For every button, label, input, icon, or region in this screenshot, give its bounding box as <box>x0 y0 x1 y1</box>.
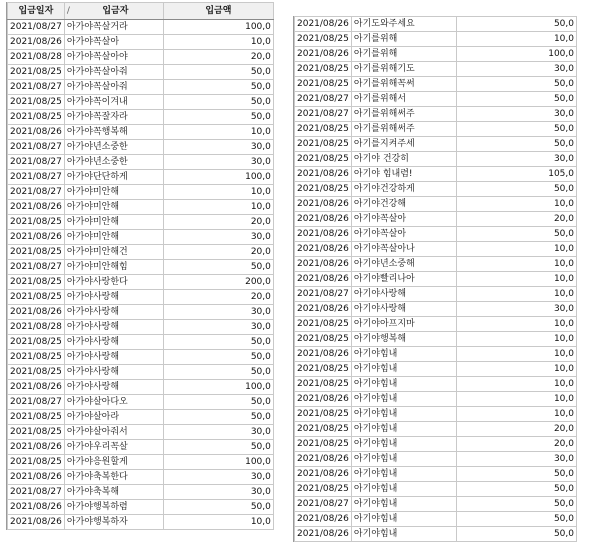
deposit-amount-cell[interactable]: 10,0 <box>457 362 577 377</box>
table-row[interactable] <box>295 122 577 137</box>
deposit-date-cell[interactable]: 2021/08/27 <box>295 497 352 512</box>
table-row[interactable] <box>295 377 577 392</box>
deposit-date-cell[interactable]: 2021/08/26 <box>295 197 352 212</box>
table-row[interactable] <box>295 182 577 197</box>
table-row[interactable] <box>295 257 577 272</box>
deposit-amount-cell[interactable]: 10,0 <box>163 185 273 200</box>
depositor-name-cell[interactable]: 아가야사랑해 <box>64 290 163 305</box>
depositor-name-cell[interactable]: 아가야꼭행복해 <box>64 125 163 140</box>
deposit-amount-cell[interactable]: 50,0 <box>457 77 577 92</box>
deposit-date-cell[interactable]: 2021/08/26 <box>295 347 352 362</box>
table-row[interactable] <box>8 155 274 170</box>
depositor-name-cell[interactable]: 아기를위해서 <box>351 92 456 107</box>
deposit-amount-cell[interactable]: 30,0 <box>163 140 273 155</box>
depositor-name-cell[interactable]: 아가야년소중한 <box>64 155 163 170</box>
table-row[interactable] <box>295 302 577 317</box>
deposit-date-cell[interactable]: 2021/08/25 <box>8 65 65 80</box>
depositor-name-cell[interactable]: 아기야힘내 <box>351 407 456 422</box>
sort-indicator: / <box>66 6 70 16</box>
depositor-name-cell[interactable]: 아기를위해 <box>351 47 456 62</box>
depositor-name-cell[interactable]: 아가야사랑한다 <box>64 275 163 290</box>
depositor-name-cell[interactable]: 아기야힘내 <box>351 377 456 392</box>
column-header-name[interactable] <box>64 3 163 20</box>
deposit-amount-cell[interactable]: 10,0 <box>163 515 273 530</box>
deposit-date-cell[interactable]: 2021/08/25 <box>295 137 352 152</box>
right-deposit-sheet <box>293 16 577 542</box>
depositor-name-cell[interactable]: 아기를위해써주 <box>351 122 456 137</box>
table-row[interactable] <box>8 125 274 140</box>
depositor-name-cell[interactable]: 아가야사랑해 <box>64 320 163 335</box>
table-row[interactable] <box>295 152 577 167</box>
deposit-date-cell[interactable]: 2021/08/28 <box>8 50 65 65</box>
deposit-date-cell[interactable]: 2021/08/26 <box>295 167 352 182</box>
depositor-name-cell[interactable]: 아가야사랑해 <box>64 305 163 320</box>
depositor-name-cell[interactable]: 아기야힘내 <box>351 512 456 527</box>
deposit-amount-cell[interactable]: 50,0 <box>163 440 273 455</box>
depositor-name-cell[interactable]: 아기야꼭살아나 <box>351 242 456 257</box>
table-row[interactable] <box>295 287 577 302</box>
deposit-amount-cell[interactable]: 10,0 <box>457 377 577 392</box>
deposit-date-cell[interactable]: 2021/08/25 <box>295 62 352 77</box>
depositor-name-cell[interactable]: 아가야살아다오 <box>64 395 163 410</box>
table-row[interactable] <box>8 50 274 65</box>
deposit-date-cell[interactable]: 2021/08/25 <box>295 377 352 392</box>
deposit-amount-cell[interactable]: 10,0 <box>457 272 577 287</box>
deposit-amount-cell[interactable]: 20,0 <box>457 422 577 437</box>
depositor-name-cell[interactable]: 아가야미안해 <box>64 200 163 215</box>
deposit-date-cell[interactable]: 2021/08/27 <box>8 185 65 200</box>
deposit-amount-cell[interactable]: 50,0 <box>163 80 273 95</box>
table-row[interactable] <box>8 455 274 470</box>
deposit-date-cell[interactable]: 2021/08/27 <box>8 140 65 155</box>
deposit-amount-cell[interactable]: 50,0 <box>163 335 273 350</box>
depositor-name-cell[interactable]: 아기를지켜주세 <box>351 137 456 152</box>
depositor-name-cell[interactable]: 아기야힘내 <box>351 467 456 482</box>
table-row[interactable] <box>8 440 274 455</box>
table-row[interactable] <box>8 290 274 305</box>
deposit-date-cell[interactable]: 2021/08/25 <box>295 422 352 437</box>
depositor-name-cell[interactable]: 아가야꼭살아 <box>64 35 163 50</box>
depositor-name-cell[interactable]: 아기도와주세요 <box>351 17 456 32</box>
table-row[interactable] <box>295 437 577 452</box>
depositor-name-cell[interactable]: 아기야사랑해 <box>351 287 456 302</box>
deposit-date-cell[interactable]: 2021/08/26 <box>295 467 352 482</box>
deposit-date-cell[interactable]: 2021/08/26 <box>8 515 65 530</box>
depositor-name-cell[interactable]: 아가야꼭살아줘 <box>64 65 163 80</box>
deposit-amount-cell[interactable]: 50,0 <box>163 95 273 110</box>
deposit-amount-cell[interactable]: 50,0 <box>457 137 577 152</box>
table-row[interactable] <box>8 245 274 260</box>
deposit-date-cell[interactable]: 2021/08/26 <box>295 527 352 542</box>
table-row[interactable] <box>8 260 274 275</box>
depositor-name-cell[interactable]: 아가야행복하렴 <box>64 500 163 515</box>
depositor-name-cell[interactable]: 아기야힘내 <box>351 452 456 467</box>
table-row[interactable] <box>8 500 274 515</box>
depositor-name-cell[interactable]: 아기를위해 <box>351 32 456 47</box>
depositor-name-cell[interactable]: 아가야사랑해 <box>64 365 163 380</box>
table-row[interactable] <box>295 362 577 377</box>
depositor-name-cell[interactable]: 아가야미안해 <box>64 215 163 230</box>
deposit-date-cell[interactable]: 2021/08/25 <box>8 290 65 305</box>
table-row[interactable] <box>295 32 577 47</box>
depositor-name-cell[interactable]: 아가야축복해 <box>64 485 163 500</box>
deposit-date-cell[interactable]: 2021/08/27 <box>295 92 352 107</box>
deposit-date-cell[interactable]: 2021/08/25 <box>295 182 352 197</box>
table-row[interactable] <box>8 350 274 365</box>
deposit-amount-cell[interactable]: 10,0 <box>163 125 273 140</box>
deposit-amount-cell[interactable]: 105,0 <box>457 167 577 182</box>
depositor-name-cell[interactable]: 아기야힘내 <box>351 482 456 497</box>
depositor-name-cell[interactable]: 아가야응원할게 <box>64 455 163 470</box>
deposit-amount-cell[interactable]: 50,0 <box>163 260 273 275</box>
deposit-amount-cell[interactable]: 100,0 <box>163 170 273 185</box>
deposit-date-cell[interactable]: 2021/08/27 <box>8 170 65 185</box>
deposit-amount-cell[interactable]: 30,0 <box>163 320 273 335</box>
deposit-amount-cell[interactable]: 50,0 <box>163 65 273 80</box>
depositor-name-cell[interactable]: 아가야미안해 <box>64 185 163 200</box>
deposit-amount-cell[interactable]: 50,0 <box>457 182 577 197</box>
deposit-date-cell[interactable]: 2021/08/26 <box>295 392 352 407</box>
depositor-name-cell[interactable]: 아가야미안해 <box>64 230 163 245</box>
depositor-name-cell[interactable]: 아기야힘내 <box>351 362 456 377</box>
deposit-date-cell[interactable]: 2021/08/25 <box>8 455 65 470</box>
deposit-amount-cell[interactable]: 30,0 <box>457 452 577 467</box>
deposit-amount-cell[interactable]: 10,0 <box>457 317 577 332</box>
depositor-name-cell[interactable]: 아가야살아라 <box>64 410 163 425</box>
deposit-date-cell[interactable]: 2021/08/27 <box>8 485 65 500</box>
table-row[interactable] <box>8 395 274 410</box>
deposit-amount-cell[interactable]: 20,0 <box>457 212 577 227</box>
table-row[interactable] <box>8 230 274 245</box>
deposit-date-cell[interactable]: 2021/08/26 <box>8 380 65 395</box>
depositor-name-cell[interactable]: 아가야사랑해 <box>64 335 163 350</box>
deposit-date-cell[interactable]: 2021/08/26 <box>295 512 352 527</box>
deposit-amount-cell[interactable]: 100,0 <box>457 47 577 62</box>
depositor-name-cell[interactable]: 아가야꼭살거라 <box>64 20 163 35</box>
deposit-date-cell[interactable]: 2021/08/25 <box>295 317 352 332</box>
deposit-date-cell[interactable]: 2021/08/27 <box>8 395 65 410</box>
deposit-date-cell[interactable]: 2021/08/26 <box>8 470 65 485</box>
depositor-name-cell[interactable]: 아기야꼭살아 <box>351 227 456 242</box>
depositor-name-cell[interactable]: 아기야사랑해 <box>351 302 456 317</box>
deposit-amount-cell[interactable]: 20,0 <box>163 215 273 230</box>
deposit-amount-cell[interactable]: 50,0 <box>457 17 577 32</box>
deposit-amount-cell[interactable]: 30,0 <box>457 62 577 77</box>
deposit-date-cell[interactable]: 2021/08/27 <box>8 80 65 95</box>
deposit-amount-cell[interactable]: 10,0 <box>457 332 577 347</box>
right-table-body <box>295 17 577 542</box>
deposit-date-cell[interactable]: 2021/08/27 <box>8 155 65 170</box>
depositor-name-cell[interactable]: 아가야년소중한 <box>64 140 163 155</box>
deposit-date-cell[interactable]: 2021/08/26 <box>295 227 352 242</box>
table-row[interactable] <box>295 332 577 347</box>
table-row[interactable] <box>295 167 577 182</box>
table-row[interactable] <box>8 185 274 200</box>
table-row[interactable] <box>8 335 274 350</box>
deposit-date-cell[interactable]: 2021/08/25 <box>295 437 352 452</box>
depositor-name-cell[interactable]: 아기를위해꼭써 <box>351 77 456 92</box>
table-row[interactable] <box>295 137 577 152</box>
table-row[interactable] <box>295 482 577 497</box>
deposit-amount-cell[interactable]: 50,0 <box>457 227 577 242</box>
deposit-date-cell[interactable]: 2021/08/25 <box>8 335 65 350</box>
deposit-amount-cell[interactable]: 10,0 <box>163 35 273 50</box>
deposit-amount-cell[interactable]: 10,0 <box>457 287 577 302</box>
depositor-name-cell[interactable]: 아기를위해써주 <box>351 107 456 122</box>
deposit-date-cell[interactable]: 2021/08/25 <box>295 122 352 137</box>
table-row[interactable] <box>295 272 577 287</box>
deposit-date-cell[interactable]: 2021/08/25 <box>295 77 352 92</box>
deposit-amount-cell[interactable]: 30,0 <box>163 470 273 485</box>
table-row[interactable] <box>295 77 577 92</box>
table-row[interactable] <box>295 227 577 242</box>
depositor-name-cell[interactable]: 아기야힘내 <box>351 527 456 542</box>
deposit-amount-cell[interactable]: 20,0 <box>163 245 273 260</box>
deposit-amount-cell[interactable]: 10,0 <box>457 197 577 212</box>
table-row[interactable] <box>295 452 577 467</box>
deposit-amount-cell[interactable]: 10,0 <box>457 407 577 422</box>
deposit-amount-cell[interactable]: 50,0 <box>457 482 577 497</box>
depositor-name-cell[interactable]: 아기야힘내 <box>351 437 456 452</box>
deposit-date-cell[interactable]: 2021/08/27 <box>295 287 352 302</box>
deposit-date-cell[interactable]: 2021/08/26 <box>295 212 352 227</box>
deposit-amount-cell[interactable]: 50,0 <box>163 410 273 425</box>
deposit-amount-cell[interactable]: 50,0 <box>457 467 577 482</box>
deposit-date-cell[interactable]: 2021/08/25 <box>295 32 352 47</box>
table-row[interactable] <box>8 80 274 95</box>
deposit-amount-cell[interactable]: 30,0 <box>163 230 273 245</box>
deposit-date-cell[interactable]: 2021/08/25 <box>295 362 352 377</box>
depositor-name-cell[interactable]: 아가야미안해힘 <box>64 260 163 275</box>
table-row[interactable] <box>8 425 274 440</box>
table-row[interactable] <box>8 110 274 125</box>
deposit-date-cell[interactable]: 2021/08/25 <box>295 407 352 422</box>
deposit-amount-cell[interactable]: 30,0 <box>163 485 273 500</box>
deposit-date-cell[interactable]: 2021/08/26 <box>295 272 352 287</box>
table-row[interactable] <box>295 242 577 257</box>
deposit-date-cell[interactable]: 2021/08/26 <box>295 302 352 317</box>
header-row <box>8 3 274 20</box>
depositor-name-cell[interactable]: 아가야사랑해 <box>64 380 163 395</box>
deposit-amount-cell[interactable]: 50,0 <box>457 497 577 512</box>
deposit-amount-cell[interactable]: 50,0 <box>457 92 577 107</box>
table-row[interactable] <box>295 62 577 77</box>
deposit-amount-cell[interactable]: 20,0 <box>163 50 273 65</box>
deposit-date-cell[interactable]: 2021/08/25 <box>8 95 65 110</box>
left-deposit-table <box>7 2 274 530</box>
depositor-name-cell[interactable]: 아가야우리꼭살 <box>64 440 163 455</box>
deposit-amount-cell[interactable]: 30,0 <box>457 152 577 167</box>
deposit-date-cell[interactable]: 2021/08/28 <box>8 320 65 335</box>
table-row[interactable] <box>8 515 274 530</box>
deposit-date-cell[interactable]: 2021/08/25 <box>8 365 65 380</box>
column-header-name-label: 입금자 <box>102 6 129 16</box>
table-row[interactable] <box>295 512 577 527</box>
depositor-name-cell[interactable]: 아기야힘내 <box>351 422 456 437</box>
deposit-date-cell[interactable]: 2021/08/27 <box>8 260 65 275</box>
deposit-amount-cell[interactable]: 50,0 <box>457 527 577 542</box>
deposit-date-cell[interactable]: 2021/08/25 <box>8 425 65 440</box>
deposit-amount-cell[interactable]: 100,0 <box>163 20 273 35</box>
deposit-date-cell[interactable]: 2021/08/26 <box>8 305 65 320</box>
deposit-amount-cell[interactable]: 10,0 <box>457 392 577 407</box>
table-row[interactable] <box>8 35 274 50</box>
deposit-amount-cell[interactable]: 20,0 <box>163 290 273 305</box>
depositor-name-cell[interactable]: 아가야꼭살아야 <box>64 50 163 65</box>
deposit-date-cell[interactable]: 2021/08/25 <box>295 332 352 347</box>
depositor-name-cell[interactable]: 아기야행복해 <box>351 332 456 347</box>
deposit-amount-cell[interactable]: 30,0 <box>163 425 273 440</box>
deposit-date-cell[interactable]: 2021/08/25 <box>8 110 65 125</box>
table-row[interactable] <box>8 275 274 290</box>
depositor-name-cell[interactable]: 아기를위해기도 <box>351 62 456 77</box>
depositor-name-cell[interactable]: 아기야아프지마 <box>351 317 456 332</box>
deposit-date-cell[interactable]: 2021/08/26 <box>8 35 65 50</box>
table-row[interactable] <box>8 95 274 110</box>
deposit-date-cell[interactable]: 2021/08/26 <box>8 230 65 245</box>
table-row[interactable] <box>8 140 274 155</box>
deposit-amount-cell[interactable]: 50,0 <box>457 512 577 527</box>
deposit-amount-cell[interactable]: 10,0 <box>457 32 577 47</box>
deposit-amount-cell[interactable]: 10,0 <box>163 200 273 215</box>
deposit-date-cell[interactable]: 2021/08/26 <box>8 200 65 215</box>
depositor-name-cell[interactable]: 아가야단단하게 <box>64 170 163 185</box>
table-row[interactable] <box>8 365 274 380</box>
table-row[interactable] <box>295 92 577 107</box>
depositor-name-cell[interactable]: 아가야행복하자 <box>64 515 163 530</box>
depositor-name-cell[interactable]: 아기야 건강히 <box>351 152 456 167</box>
deposit-date-cell[interactable]: 2021/08/27 <box>295 107 352 122</box>
deposit-amount-cell[interactable]: 30,0 <box>163 155 273 170</box>
table-row[interactable] <box>295 467 577 482</box>
table-row[interactable] <box>295 317 577 332</box>
depositor-name-cell[interactable]: 아가야미안해건 <box>64 245 163 260</box>
depositor-name-cell[interactable]: 아기야년소중해 <box>351 257 456 272</box>
depositor-name-cell[interactable]: 아가야사랑해 <box>64 350 163 365</box>
table-row[interactable] <box>295 212 577 227</box>
depositor-name-cell[interactable]: 아가야꼭잘자라 <box>64 110 163 125</box>
deposit-date-cell[interactable]: 2021/08/25 <box>8 275 65 290</box>
deposit-amount-cell[interactable]: 50,0 <box>163 500 273 515</box>
table-row[interactable] <box>8 470 274 485</box>
deposit-date-cell[interactable]: 2021/08/26 <box>8 440 65 455</box>
table-row[interactable] <box>295 17 577 32</box>
deposit-amount-cell[interactable]: 50,0 <box>163 365 273 380</box>
deposit-date-cell[interactable]: 2021/08/27 <box>8 20 65 35</box>
table-row[interactable] <box>8 305 274 320</box>
deposit-date-cell[interactable]: 2021/08/26 <box>295 47 352 62</box>
deposit-date-cell[interactable]: 2021/08/25 <box>8 245 65 260</box>
table-row[interactable] <box>8 215 274 230</box>
depositor-name-cell[interactable]: 아가야살아줘서 <box>64 425 163 440</box>
table-row[interactable] <box>295 47 577 62</box>
depositor-name-cell[interactable]: 아기야힘내 <box>351 392 456 407</box>
depositor-name-cell[interactable]: 아기야힘내 <box>351 347 456 362</box>
deposit-amount-cell[interactable]: 30,0 <box>457 302 577 317</box>
deposit-amount-cell[interactable]: 10,0 <box>457 242 577 257</box>
deposit-date-cell[interactable]: 2021/08/25 <box>8 410 65 425</box>
deposit-amount-cell[interactable]: 50,0 <box>163 110 273 125</box>
depositor-name-cell[interactable]: 아기야건강해 <box>351 197 456 212</box>
deposit-date-cell[interactable]: 2021/08/26 <box>295 452 352 467</box>
table-row[interactable] <box>295 197 577 212</box>
table-row[interactable] <box>8 410 274 425</box>
table-row[interactable] <box>8 200 274 215</box>
table-row[interactable] <box>295 422 577 437</box>
deposit-amount-cell[interactable]: 30,0 <box>457 107 577 122</box>
right-deposit-table <box>294 16 577 542</box>
depositor-name-cell[interactable]: 아기야빨리나아 <box>351 272 456 287</box>
depositor-name-cell[interactable]: 아기야꼭살아 <box>351 212 456 227</box>
depositor-name-cell[interactable]: 아가야축복한다 <box>64 470 163 485</box>
table-row[interactable] <box>295 107 577 122</box>
deposit-amount-cell[interactable]: 50,0 <box>163 395 273 410</box>
depositor-name-cell[interactable]: 아가야꼭살아줘 <box>64 80 163 95</box>
table-row[interactable] <box>8 65 274 80</box>
table-row[interactable] <box>295 497 577 512</box>
depositor-name-cell[interactable]: 아기야힘내 <box>351 497 456 512</box>
deposit-amount-cell[interactable]: 10,0 <box>457 347 577 362</box>
column-header-amount[interactable]: 입금액 <box>163 3 273 20</box>
deposit-amount-cell[interactable]: 50,0 <box>163 350 273 365</box>
table-row[interactable] <box>8 20 274 35</box>
deposit-amount-cell[interactable]: 50,0 <box>457 122 577 137</box>
deposit-amount-cell[interactable]: 20,0 <box>457 437 577 452</box>
table-row[interactable] <box>8 320 274 335</box>
deposit-amount-cell[interactable]: 100,0 <box>163 455 273 470</box>
deposit-date-cell[interactable]: 2021/08/25 <box>295 152 352 167</box>
depositor-name-cell[interactable]: 아기야 힘내렴! <box>351 167 456 182</box>
deposit-date-cell[interactable]: 2021/08/26 <box>295 257 352 272</box>
table-row[interactable] <box>8 170 274 185</box>
deposit-amount-cell[interactable]: 200,0 <box>163 275 273 290</box>
deposit-date-cell[interactable]: 2021/08/25 <box>8 215 65 230</box>
deposit-date-cell[interactable]: 2021/08/26 <box>295 17 352 32</box>
table-row[interactable] <box>8 380 274 395</box>
left-deposit-sheet <box>6 2 280 530</box>
deposit-date-cell[interactable]: 2021/08/26 <box>8 125 65 140</box>
table-row[interactable] <box>8 485 274 500</box>
deposit-amount-cell[interactable]: 100,0 <box>163 380 273 395</box>
table-row[interactable] <box>295 347 577 362</box>
deposit-date-cell[interactable]: 2021/08/25 <box>8 350 65 365</box>
deposit-amount-cell[interactable]: 10,0 <box>457 257 577 272</box>
depositor-name-cell[interactable]: 아가야꼭이겨내 <box>64 95 163 110</box>
left-table-body <box>8 20 274 530</box>
table-row[interactable] <box>295 407 577 422</box>
table-row[interactable] <box>295 392 577 407</box>
deposit-date-cell[interactable]: 2021/08/25 <box>295 482 352 497</box>
deposit-date-cell[interactable]: 2021/08/26 <box>8 500 65 515</box>
deposit-amount-cell[interactable]: 30,0 <box>163 305 273 320</box>
column-header-date[interactable]: 입금일자 <box>8 3 65 20</box>
depositor-name-cell[interactable]: 아기야건강하게 <box>351 182 456 197</box>
deposit-date-cell[interactable]: 2021/08/26 <box>295 242 352 257</box>
